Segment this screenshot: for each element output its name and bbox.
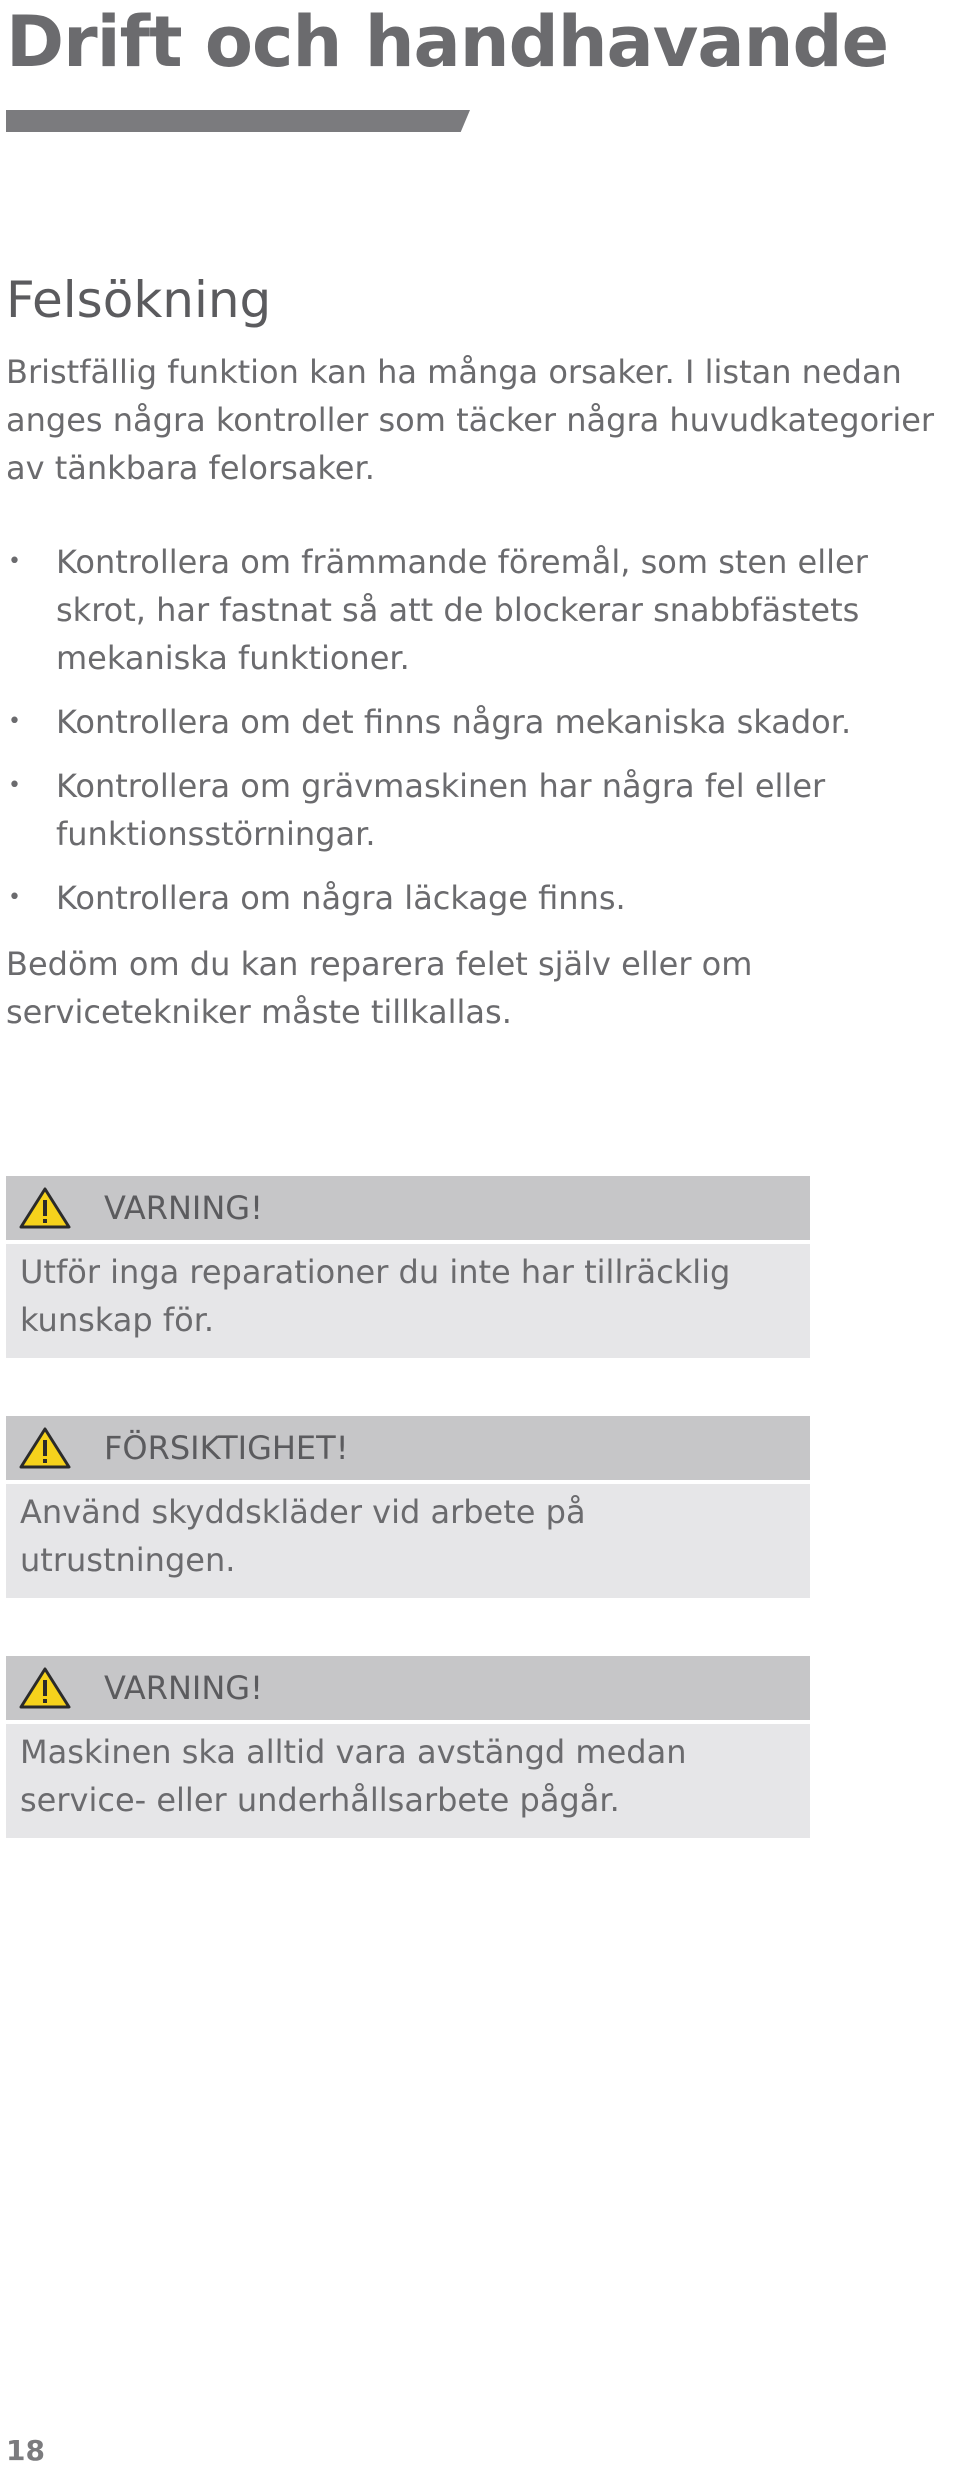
list-item-text: Kontrollera om främmande föremål, som sten eller skrot, har fastnat så att de blockerar snabbfästets mekaniska funktioner. bbox=[56, 543, 868, 677]
notice-text: Använd skyddskläder vid arbete på utrustningen. bbox=[20, 1493, 586, 1579]
caution-notice bbox=[6, 1416, 810, 1598]
notice-label: VARNING! bbox=[104, 1669, 263, 1707]
warning-triangle-icon bbox=[18, 1666, 72, 1710]
list-item-text: Kontrollera om det finns några mekaniska skador. bbox=[56, 703, 852, 741]
warning-triangle-icon bbox=[18, 1426, 72, 1470]
warning-notice bbox=[6, 1176, 810, 1358]
bullet-icon: • bbox=[8, 885, 21, 910]
list-item bbox=[6, 538, 956, 682]
notice-header bbox=[6, 1176, 810, 1244]
warning-notice bbox=[6, 1656, 810, 1838]
conclusion-paragraph: Bedöm om du kan reparera felet själv eller om servicetekniker måste tillkallas. bbox=[6, 945, 753, 1031]
bullet-icon: • bbox=[8, 549, 21, 574]
troubleshooting-list bbox=[6, 538, 956, 938]
notice-label: VARNING! bbox=[104, 1189, 263, 1227]
notice-text: Maskinen ska alltid vara avstängd medan service- eller underhållsarbete pågår. bbox=[20, 1733, 687, 1819]
intro-paragraph: Bristfällig funktion kan ha många orsaker. I listan nedan anges några kontroller som täcker några huvudkategorier av tänkbara felorsaker. bbox=[6, 353, 935, 487]
list-item-text: Kontrollera om grävmaskinen har några fel eller funktionsstörningar. bbox=[56, 767, 826, 853]
notice-label: FÖRSIKTIGHET! bbox=[104, 1429, 349, 1467]
notice-header bbox=[6, 1416, 810, 1484]
warning-triangle-icon bbox=[18, 1186, 72, 1230]
list-item bbox=[6, 762, 956, 858]
title-rule bbox=[6, 110, 470, 132]
section-heading: Felsökning bbox=[6, 271, 272, 329]
list-item-text: Kontrollera om några läckage finns. bbox=[56, 879, 626, 917]
bullet-icon: • bbox=[8, 773, 21, 798]
page-title: Drift och handhavande bbox=[6, 1, 889, 83]
notice-header bbox=[6, 1656, 810, 1724]
page-number: 18 bbox=[6, 2434, 45, 2467]
bullet-icon: • bbox=[8, 709, 21, 734]
list-item bbox=[6, 874, 956, 922]
notice-text: Utför inga reparationer du inte har tillräcklig kunskap för. bbox=[20, 1253, 731, 1339]
list-item bbox=[6, 698, 956, 746]
